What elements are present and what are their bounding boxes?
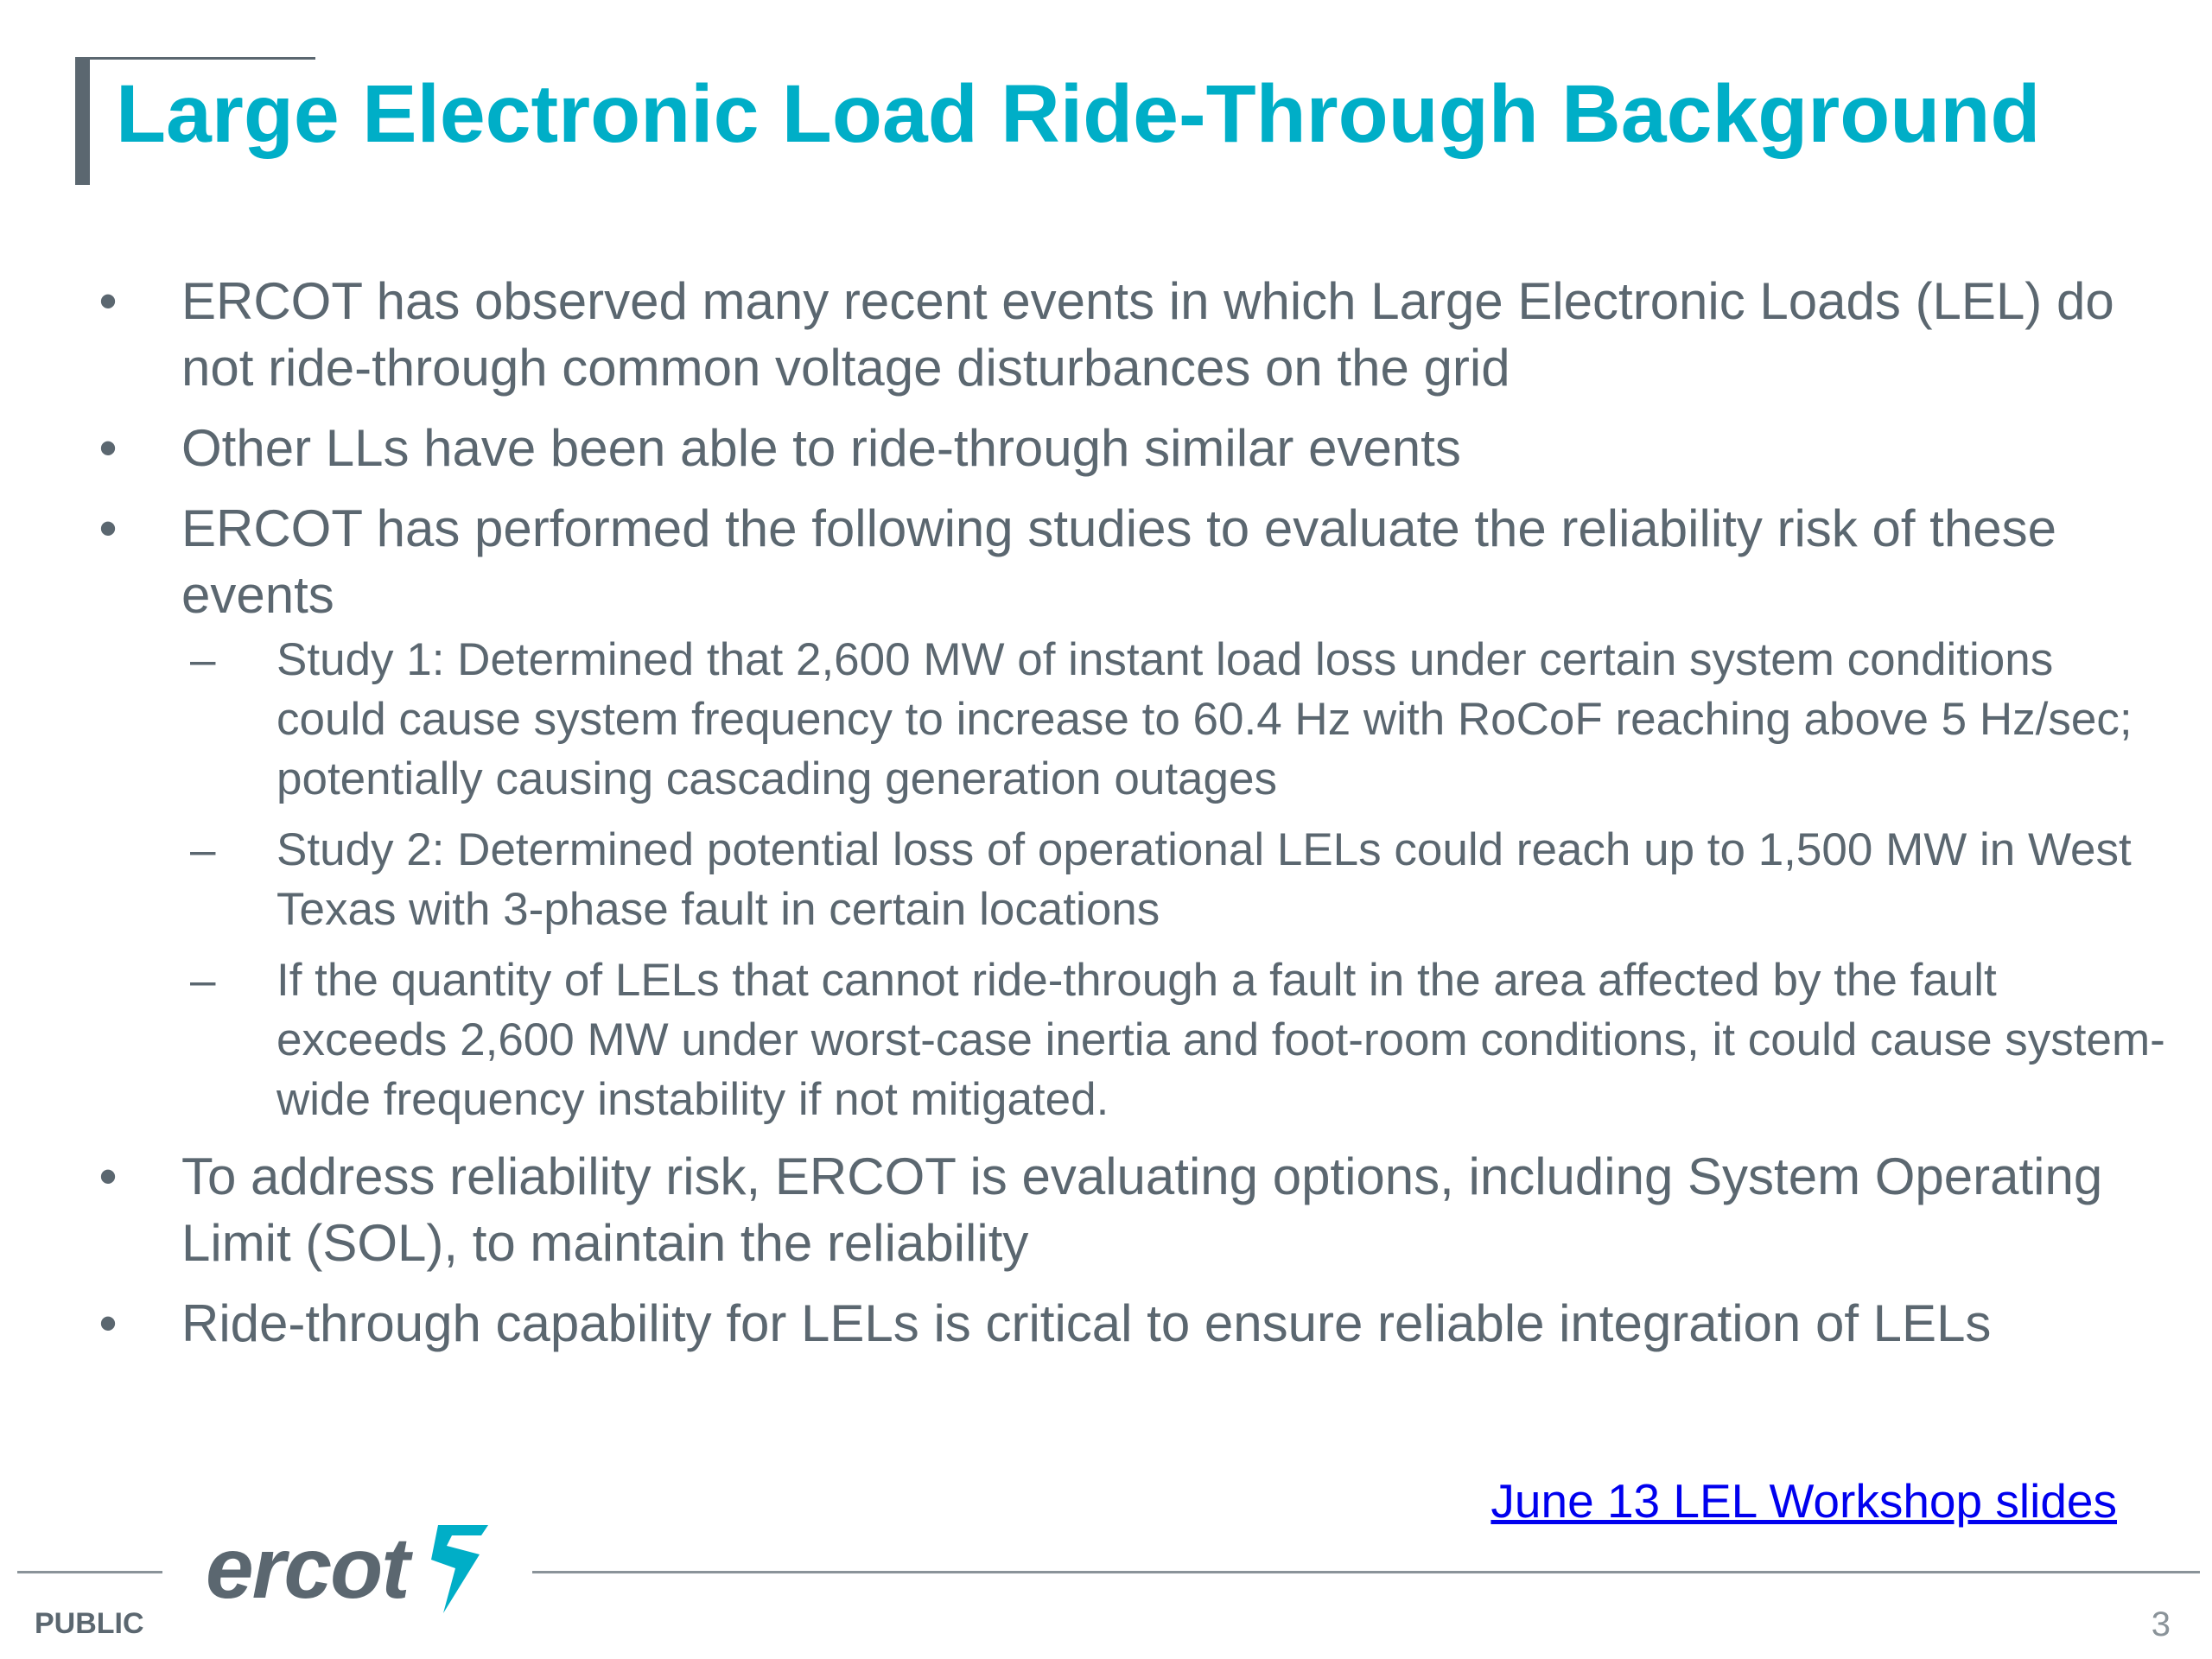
sub-bullet-text: Study 2: Determined potential loss of operational LELs could reach up to 1,500 MW in West Texas with 3-phase fault in certain locations [276, 824, 2132, 935]
bullet-text: To address reliability risk, ERCOT is evaluating options, including System Operating Limit (SOL), to maintain the reliability [181, 1147, 2103, 1272]
bullet-item [95, 1290, 2169, 1357]
logo-wordmark: ercot [206, 1520, 409, 1617]
sub-bullet-item [190, 630, 2169, 809]
footer-divider-right [532, 1571, 2200, 1573]
sub-bullet-marker: – [190, 634, 216, 685]
bullet-item [95, 1143, 2169, 1276]
slide-body [95, 268, 2169, 1370]
bullet-marker: • [99, 1294, 118, 1352]
sub-bullet-list [181, 630, 2169, 1129]
ercot-logo [206, 1516, 499, 1620]
bullet-item [95, 415, 2169, 481]
classification-label: PUBLIC [35, 1607, 144, 1640]
bullet-text: ERCOT has observed many recent events in which Large Electronic Loads (LEL) do not ride-through common voltage disturbances on the grid [181, 272, 2114, 397]
sub-bullet-marker: – [190, 824, 216, 875]
sub-bullet-text: If the quantity of LELs that cannot ride-through a fault in the area affected by the fault exceeds 2,600 MW under worst-case inertia and foot-room conditions, it could cause system-wide frequency instability if not mitigated. [276, 955, 2165, 1125]
slide-title: Large Electronic Load Ride-Through Background [116, 68, 2041, 160]
bullet-list [95, 268, 2169, 1357]
title-accent-rule [75, 57, 315, 60]
sub-bullet-marker: – [190, 955, 216, 1006]
ercot-bolt-icon [412, 1516, 499, 1620]
bullet-text: ERCOT has performed the following studies to evaluate the reliability risk of these events [181, 499, 2056, 624]
bullet-marker: • [99, 419, 118, 477]
footer-divider-left [17, 1571, 162, 1573]
page-number: 3 [2151, 1605, 2171, 1643]
workshop-slides-link[interactable]: June 13 LEL Workshop slides [1491, 1474, 2117, 1528]
bullet-text: Other LLs have been able to ride-through similar events [181, 419, 1461, 477]
bullet-marker: • [99, 272, 118, 330]
sub-bullet-item [190, 950, 2169, 1129]
bullet-marker: • [99, 1147, 118, 1205]
title-accent-bar [75, 57, 90, 185]
bullet-item [95, 495, 2169, 1129]
bullet-item [95, 268, 2169, 401]
sub-bullet-item [190, 820, 2169, 939]
bullet-text: Ride-through capability for LELs is critical to ensure reliable integration of LELs [181, 1294, 1992, 1352]
bullet-marker: • [99, 499, 118, 557]
sub-bullet-text: Study 1: Determined that 2,600 MW of instant load loss under certain system conditions could cause system frequency to increase to 60.4 Hz with RoCoF reaching above 5 Hz/sec; potentially causing cascading generation outages [276, 634, 2133, 804]
